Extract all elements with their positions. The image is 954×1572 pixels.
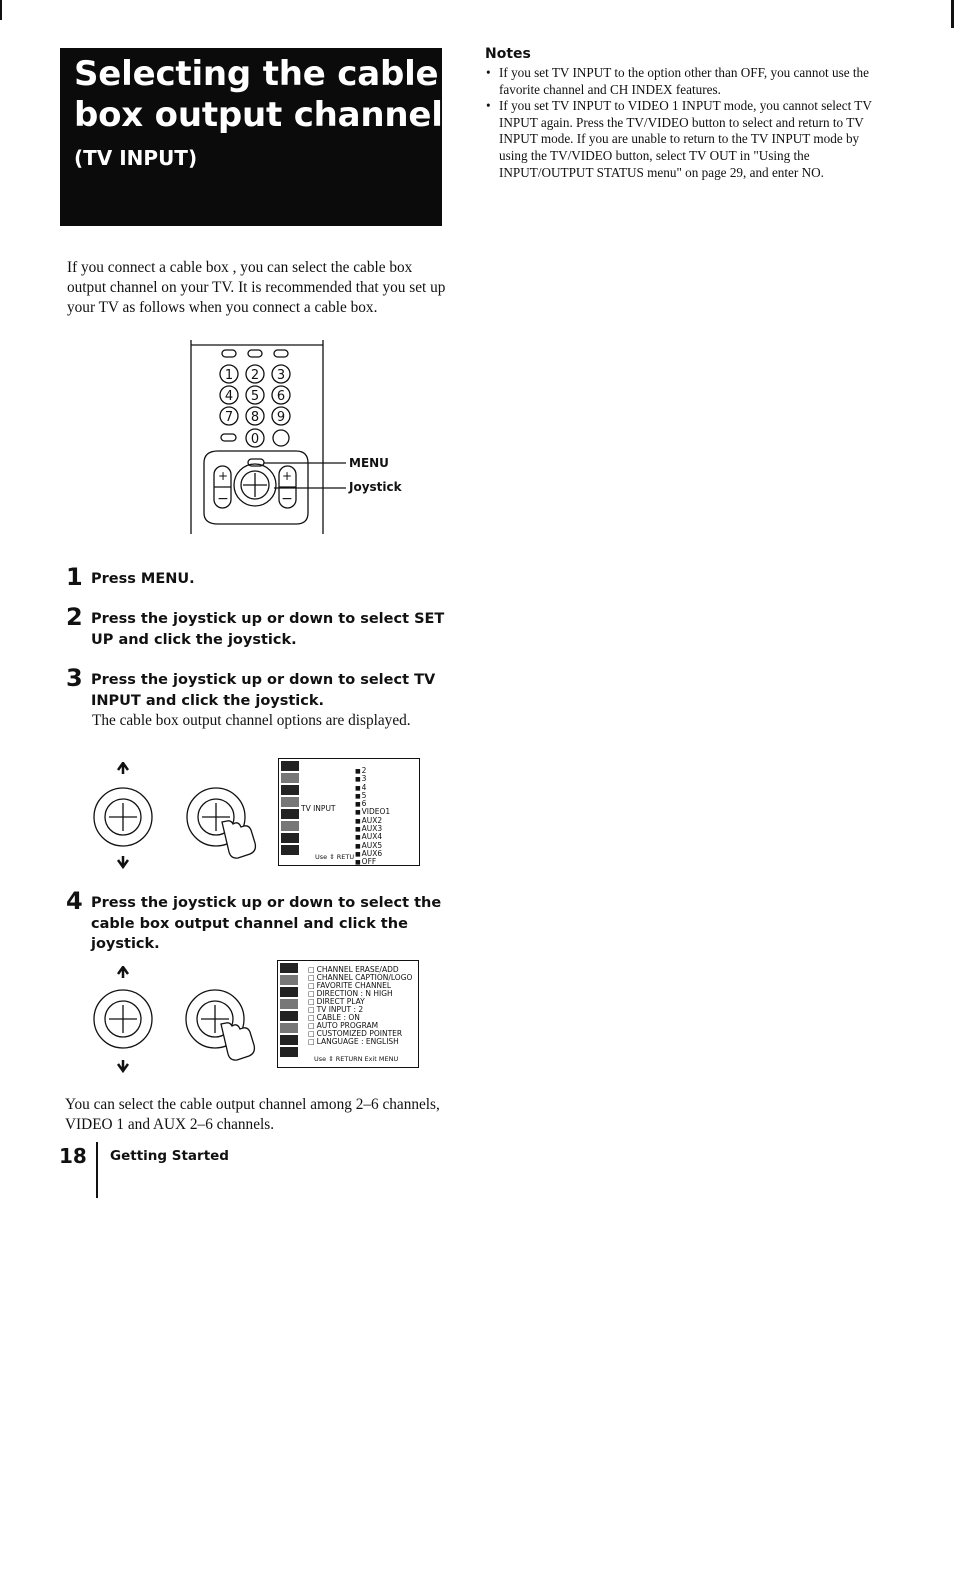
osd-icon-column bbox=[281, 761, 299, 857]
step-4 bbox=[66, 887, 451, 955]
key-7: 7 bbox=[224, 410, 234, 425]
notes-list bbox=[485, 65, 885, 181]
intro-paragraph: If you connect a cable box , you can select the cable box output channel on your TV. It is recommended that you set up your TV as follows when you connect a cable box. bbox=[67, 259, 446, 317]
osd-option: ■ 5 bbox=[355, 792, 390, 800]
osd-option: ■ 3 bbox=[355, 775, 390, 783]
arrow-down-icon bbox=[118, 1060, 128, 1071]
crop-mark-left bbox=[0, 0, 2, 20]
page-subtitle: (TV INPUT) bbox=[74, 146, 198, 170]
osd-option: ■ 2 bbox=[355, 767, 390, 775]
hand-pointer-icon bbox=[221, 1023, 254, 1060]
notes-panel bbox=[485, 46, 885, 181]
step-number: 2 bbox=[66, 603, 83, 631]
osd-option: ■ AUX2 bbox=[355, 817, 390, 825]
step-2 bbox=[66, 603, 451, 650]
osd-footer: Use ⇕ RETURN Exit MENU bbox=[314, 1055, 399, 1063]
osd-setup-item: □ FAVORITE CHANNEL bbox=[308, 982, 412, 990]
step-number: 1 bbox=[66, 563, 83, 591]
plus-icon: + bbox=[217, 469, 229, 483]
callout-menu: MENU bbox=[349, 456, 389, 470]
page-number: 18 bbox=[59, 1144, 87, 1168]
osd-setup-item: □ CUSTOMIZED POINTER bbox=[308, 1030, 412, 1038]
osd-setup-item: □ CHANNEL CAPTION/LOGO bbox=[308, 974, 412, 982]
osd-setup-item: □ TV INPUT : 2 bbox=[308, 1006, 412, 1014]
step-number: 4 bbox=[66, 887, 83, 915]
osd-setup-item: □ CHANNEL ERASE/ADD bbox=[308, 966, 412, 974]
key-4: 4 bbox=[224, 389, 234, 404]
key-5: 5 bbox=[250, 389, 260, 404]
osd-tv-input-menu bbox=[278, 758, 420, 866]
osd-option: ■ 4 bbox=[355, 784, 390, 792]
page-title: Selecting the cable box output channel bbox=[74, 54, 443, 135]
osd-option: ■ AUX6 bbox=[355, 850, 390, 858]
key-8: 8 bbox=[250, 410, 260, 425]
notes-heading: Notes bbox=[485, 46, 531, 62]
hand-pointer-icon bbox=[222, 821, 255, 858]
osd-setup-menu bbox=[277, 960, 419, 1068]
osd-option: ■ 6 bbox=[355, 800, 390, 808]
step-instruction: Press the joystick up or down to select TV INPUT and click the joystick. bbox=[91, 672, 436, 709]
osd-setup-item: □ LANGUAGE : ENGLISH bbox=[308, 1038, 412, 1046]
osd-setup-item: □ AUTO PROGRAM bbox=[308, 1022, 412, 1030]
osd-setup-list bbox=[308, 966, 412, 1046]
osd-option: ■ AUX4 bbox=[355, 833, 390, 841]
step-3 bbox=[66, 664, 451, 732]
plus-icon: + bbox=[281, 469, 293, 483]
step-description: The cable box output channel options are displayed. bbox=[92, 712, 411, 729]
outro-paragraph: You can select the cable output channel among 2–6 channels, VIDEO 1 and AUX 2–6 channels. bbox=[65, 1096, 440, 1134]
step-number: 3 bbox=[66, 664, 83, 692]
minus-icon: − bbox=[281, 491, 293, 507]
osd-option: ■ AUX5 bbox=[355, 842, 390, 850]
note-item: • If you set TV INPUT to the option other than OFF, you cannot use the favorite channel and CH INDEX features. bbox=[485, 65, 885, 98]
osd-setup-item: □ DIRECT PLAY bbox=[308, 998, 412, 1006]
osd-setup-item: □ DIRECTION : N HIGH bbox=[308, 990, 412, 998]
arrow-up-icon bbox=[118, 967, 128, 978]
joystick-illustration bbox=[85, 762, 275, 872]
step-1 bbox=[66, 563, 451, 591]
arrow-down-icon bbox=[118, 856, 128, 867]
step-instruction: Press the joystick up or down to select the cable box output channel and click the joystick. bbox=[91, 895, 442, 952]
key-3: 3 bbox=[276, 368, 286, 383]
key-6: 6 bbox=[276, 389, 286, 404]
footer-divider bbox=[96, 1142, 98, 1198]
callout-joystick: Joystick bbox=[349, 480, 402, 494]
step-instruction: Press the joystick up or down to select SET UP and click the joystick. bbox=[91, 611, 445, 648]
arrow-up-icon bbox=[118, 763, 128, 774]
osd-tv-input-label: TV INPUT bbox=[301, 804, 336, 813]
step-instruction: Press MENU. bbox=[91, 571, 195, 587]
osd-footer: Use ⇕ RETU bbox=[315, 853, 355, 861]
osd-option: ■ VIDEO1 bbox=[355, 808, 390, 816]
key-9: 9 bbox=[276, 410, 286, 425]
osd-option: ■ OFF bbox=[355, 858, 390, 866]
osd-option-list bbox=[355, 767, 390, 866]
note-item: • If you set TV INPUT to VIDEO 1 INPUT mode, you cannot select TV INPUT again. Press the TV/VIDEO button to select and return to TV INPUT mode. If you are unable to return to the TV INPUT mode by using the TV/VIDEO button, select TV OUT in "Using the INPUT/OUTPUT STATUS menu" on page 29, and enter NO. bbox=[485, 98, 885, 181]
osd-icon-column bbox=[280, 963, 298, 1059]
osd-option: ■ AUX3 bbox=[355, 825, 390, 833]
title-banner bbox=[60, 48, 442, 226]
section-name: Getting Started bbox=[110, 1148, 229, 1164]
joystick-illustration bbox=[85, 966, 275, 1076]
minus-icon: − bbox=[217, 491, 229, 507]
key-0: 0 bbox=[250, 432, 260, 447]
osd-setup-item: □ CABLE : ON bbox=[308, 1014, 412, 1022]
key-2: 2 bbox=[250, 368, 260, 383]
remote-control-illustration bbox=[186, 338, 416, 538]
key-1: 1 bbox=[224, 368, 234, 383]
